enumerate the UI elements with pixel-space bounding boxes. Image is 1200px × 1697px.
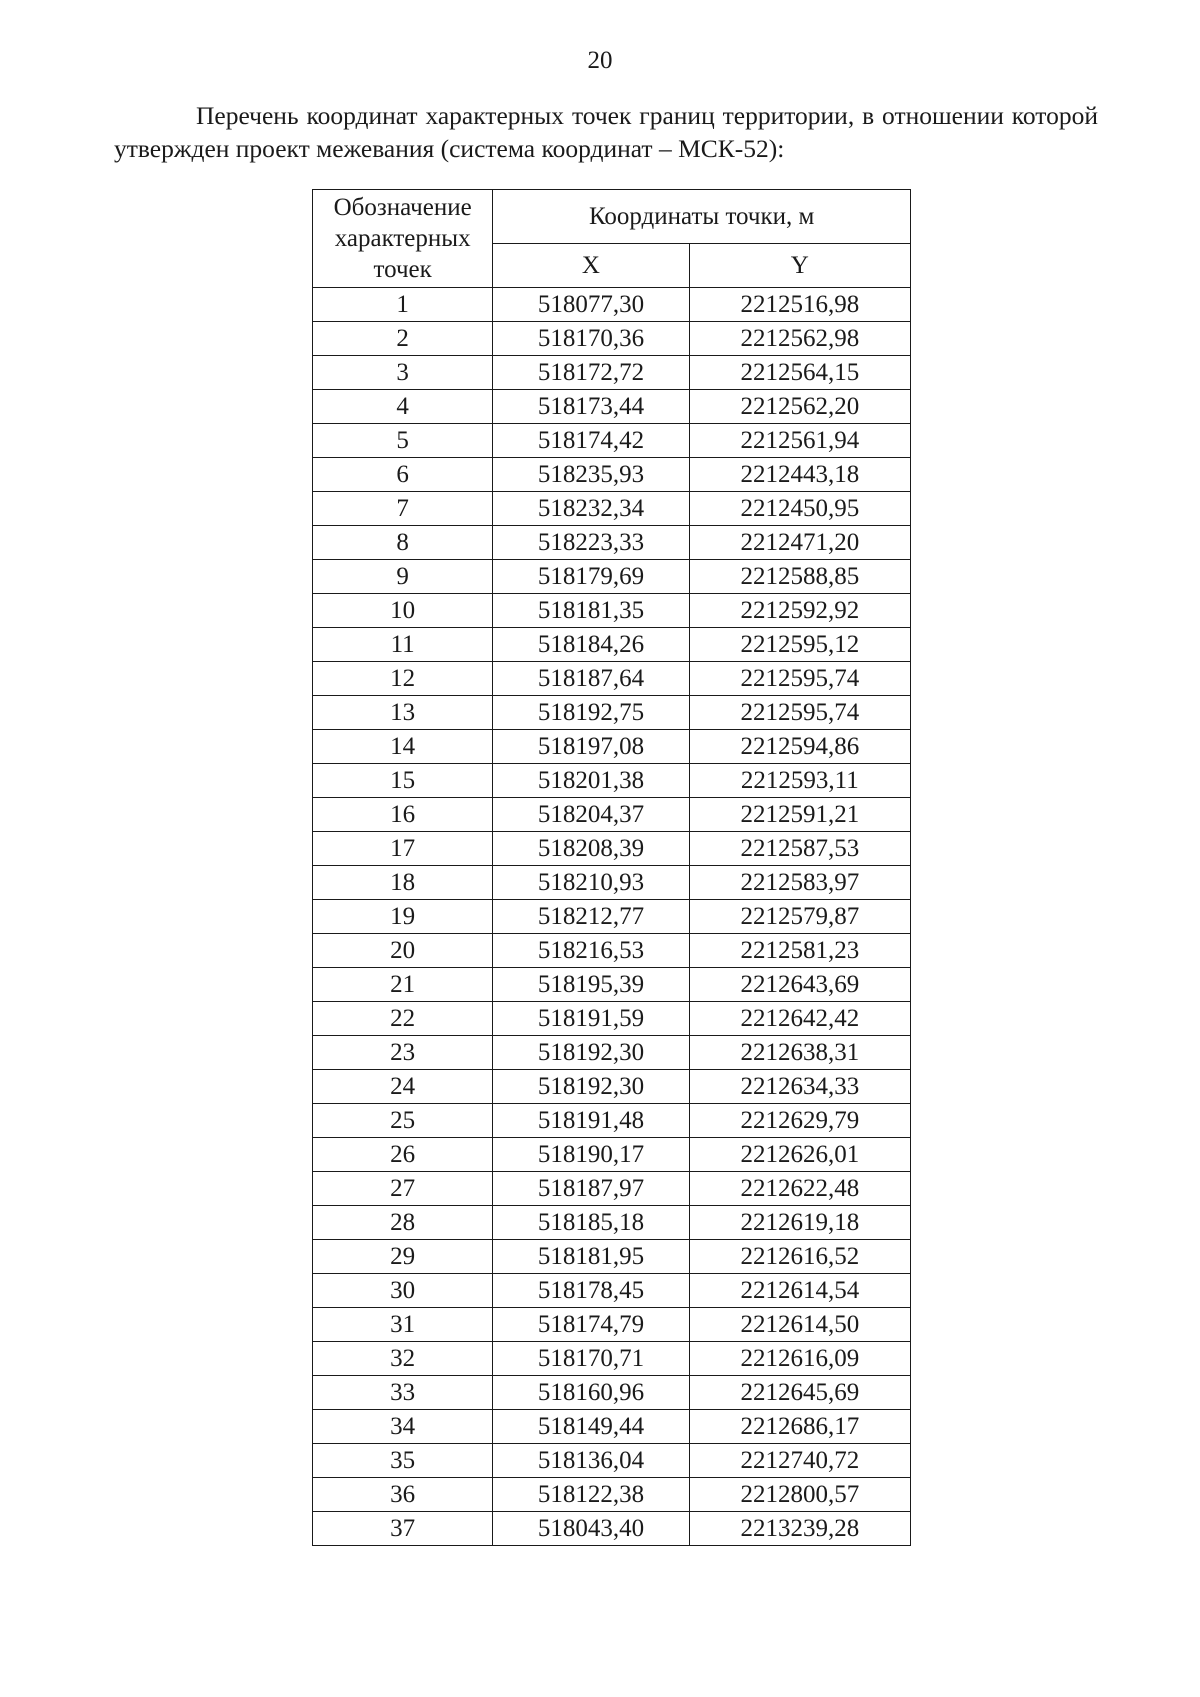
table-row [313, 934, 911, 968]
table-row [313, 424, 911, 458]
table-row [313, 560, 911, 594]
point-number-cell: 31 [313, 1308, 493, 1342]
x-coordinate-cell: 518192,75 [493, 696, 689, 730]
y-coordinate-cell: 2212443,18 [689, 458, 910, 492]
y-coordinate-cell: 2212686,17 [689, 1410, 910, 1444]
table-row [313, 288, 911, 322]
point-number-cell: 1 [313, 288, 493, 322]
x-coordinate-cell: 518170,36 [493, 322, 689, 356]
point-number-cell: 26 [313, 1138, 493, 1172]
table-row [313, 1206, 911, 1240]
point-number-cell: 22 [313, 1002, 493, 1036]
y-coordinate-cell: 2212592,92 [689, 594, 910, 628]
y-coordinate-cell: 2212595,74 [689, 662, 910, 696]
table-row [313, 628, 911, 662]
y-coordinate-cell: 2212595,74 [689, 696, 910, 730]
y-coordinate-cell: 2212591,21 [689, 798, 910, 832]
table-row [313, 1138, 911, 1172]
table-row [313, 900, 911, 934]
x-coordinate-cell: 518212,77 [493, 900, 689, 934]
point-number-cell: 21 [313, 968, 493, 1002]
point-number-cell: 13 [313, 696, 493, 730]
x-coordinate-cell: 518191,59 [493, 1002, 689, 1036]
x-coordinate-cell: 518178,45 [493, 1274, 689, 1308]
coordinates-header: Координаты точки, м [493, 190, 911, 244]
table-row [313, 1274, 911, 1308]
table-row [313, 1172, 911, 1206]
y-coordinate-cell: 2212581,23 [689, 934, 910, 968]
y-coordinate-cell: 2212626,01 [689, 1138, 910, 1172]
point-number-cell: 34 [313, 1410, 493, 1444]
x-coordinate-cell: 518208,39 [493, 832, 689, 866]
y-coordinate-cell: 2212643,69 [689, 968, 910, 1002]
x-coordinate-cell: 518136,04 [493, 1444, 689, 1478]
x-coordinate-cell: 518122,38 [493, 1478, 689, 1512]
intro-paragraph: Перечень координат характерных точек границ территории, в отношении которой утвержден проект межевания (система координат – МСК-52): [114, 101, 1098, 163]
y-coordinate-cell: 2212619,18 [689, 1206, 910, 1240]
y-coordinate-cell: 2212562,98 [689, 322, 910, 356]
table-row [313, 1070, 911, 1104]
x-coordinate-cell: 518184,26 [493, 628, 689, 662]
x-coordinate-cell: 518187,97 [493, 1172, 689, 1206]
x-coordinate-cell: 518190,17 [493, 1138, 689, 1172]
point-header-line: Обозначение [333, 194, 472, 221]
table-row [313, 1342, 911, 1376]
table-row [313, 1104, 911, 1138]
x-coordinate-cell: 518192,30 [493, 1070, 689, 1104]
x-coordinate-cell: 518195,39 [493, 968, 689, 1002]
x-coordinate-cell: 518181,95 [493, 1240, 689, 1274]
x-coordinate-cell: 518174,42 [493, 424, 689, 458]
table-row [313, 1444, 911, 1478]
y-coordinate-cell: 2212450,95 [689, 492, 910, 526]
x-coordinate-cell: 518197,08 [493, 730, 689, 764]
point-number-cell: 5 [313, 424, 493, 458]
point-number-cell: 23 [313, 1036, 493, 1070]
x-coordinate-cell: 518043,40 [493, 1512, 689, 1546]
point-number-cell: 35 [313, 1444, 493, 1478]
point-number-cell: 4 [313, 390, 493, 424]
point-number-cell: 37 [313, 1512, 493, 1546]
y-coordinate-cell: 2212614,54 [689, 1274, 910, 1308]
table-row [313, 832, 911, 866]
point-header-line: точек [373, 256, 432, 283]
point-number-cell: 3 [313, 356, 493, 390]
table-row [313, 1478, 911, 1512]
y-coordinate-cell: 2212587,53 [689, 832, 910, 866]
table-row [313, 594, 911, 628]
y-coordinate-cell: 2212579,87 [689, 900, 910, 934]
table-row [313, 730, 911, 764]
y-coordinate-cell: 2212634,33 [689, 1070, 910, 1104]
table-row [313, 968, 911, 1002]
point-number-cell: 10 [313, 594, 493, 628]
y-coordinate-cell: 2212614,50 [689, 1308, 910, 1342]
y-column-header: Y [689, 244, 910, 288]
table-row [313, 1512, 911, 1546]
x-column-header: X [493, 244, 689, 288]
y-coordinate-cell: 2212638,31 [689, 1036, 910, 1070]
table-row [313, 1036, 911, 1070]
y-coordinate-cell: 2212800,57 [689, 1478, 910, 1512]
point-header-line: характерных [334, 225, 471, 252]
x-coordinate-cell: 518185,18 [493, 1206, 689, 1240]
point-number-cell: 33 [313, 1376, 493, 1410]
point-number-cell: 14 [313, 730, 493, 764]
point-number-cell: 27 [313, 1172, 493, 1206]
x-coordinate-cell: 518170,71 [493, 1342, 689, 1376]
y-coordinate-cell: 2212562,20 [689, 390, 910, 424]
y-coordinate-cell: 2212588,85 [689, 560, 910, 594]
y-coordinate-cell: 2212561,94 [689, 424, 910, 458]
point-number-cell: 12 [313, 662, 493, 696]
x-coordinate-cell: 518232,34 [493, 492, 689, 526]
y-coordinate-cell: 2212471,20 [689, 526, 910, 560]
table-row [313, 322, 911, 356]
table-row [313, 492, 911, 526]
point-number-cell: 9 [313, 560, 493, 594]
y-coordinate-cell: 2212740,72 [689, 1444, 910, 1478]
point-number-cell: 15 [313, 764, 493, 798]
point-number-cell: 29 [313, 1240, 493, 1274]
point-number-cell: 7 [313, 492, 493, 526]
table-row [313, 662, 911, 696]
x-coordinate-cell: 518216,53 [493, 934, 689, 968]
coordinates-table [312, 189, 911, 1546]
table-row [313, 1410, 911, 1444]
point-number-cell: 28 [313, 1206, 493, 1240]
x-coordinate-cell: 518179,69 [493, 560, 689, 594]
y-coordinate-cell: 2212616,09 [689, 1342, 910, 1376]
x-coordinate-cell: 518173,44 [493, 390, 689, 424]
point-number-cell: 19 [313, 900, 493, 934]
x-coordinate-cell: 518174,79 [493, 1308, 689, 1342]
y-coordinate-cell: 2212629,79 [689, 1104, 910, 1138]
x-coordinate-cell: 518181,35 [493, 594, 689, 628]
point-number-cell: 2 [313, 322, 493, 356]
table-row [313, 764, 911, 798]
table-row [313, 1308, 911, 1342]
table-row [313, 356, 911, 390]
table-row [313, 390, 911, 424]
x-coordinate-cell: 518191,48 [493, 1104, 689, 1138]
table-row [313, 1376, 911, 1410]
point-number-cell: 11 [313, 628, 493, 662]
y-coordinate-cell: 2212645,69 [689, 1376, 910, 1410]
x-coordinate-cell: 518235,93 [493, 458, 689, 492]
y-coordinate-cell: 2212564,15 [689, 356, 910, 390]
point-number-cell: 32 [313, 1342, 493, 1376]
point-number-cell: 24 [313, 1070, 493, 1104]
y-coordinate-cell: 2212593,11 [689, 764, 910, 798]
table-row [313, 696, 911, 730]
point-number-cell: 25 [313, 1104, 493, 1138]
x-coordinate-cell: 518160,96 [493, 1376, 689, 1410]
x-coordinate-cell: 518204,37 [493, 798, 689, 832]
point-number-cell: 36 [313, 1478, 493, 1512]
point-number-cell: 18 [313, 866, 493, 900]
point-number-cell: 20 [313, 934, 493, 968]
y-coordinate-cell: 2213239,28 [689, 1512, 910, 1546]
table-row [313, 458, 911, 492]
table-row [313, 866, 911, 900]
page-number: 20 [587, 47, 613, 74]
point-number-cell: 6 [313, 458, 493, 492]
point-number-cell: 8 [313, 526, 493, 560]
x-coordinate-cell: 518192,30 [493, 1036, 689, 1070]
x-coordinate-cell: 518223,33 [493, 526, 689, 560]
point-number-cell: 30 [313, 1274, 493, 1308]
point-designation-header [313, 190, 493, 288]
y-coordinate-cell: 2212616,52 [689, 1240, 910, 1274]
table-body [313, 288, 911, 1546]
table-row [313, 1002, 911, 1036]
y-coordinate-cell: 2212594,86 [689, 730, 910, 764]
point-number-cell: 16 [313, 798, 493, 832]
table-header [313, 190, 911, 288]
table-row [313, 798, 911, 832]
x-coordinate-cell: 518201,38 [493, 764, 689, 798]
y-coordinate-cell: 2212622,48 [689, 1172, 910, 1206]
x-coordinate-cell: 518187,64 [493, 662, 689, 696]
x-coordinate-cell: 518149,44 [493, 1410, 689, 1444]
x-coordinate-cell: 518077,30 [493, 288, 689, 322]
x-coordinate-cell: 518172,72 [493, 356, 689, 390]
y-coordinate-cell: 2212642,42 [689, 1002, 910, 1036]
y-coordinate-cell: 2212583,97 [689, 866, 910, 900]
y-coordinate-cell: 2212595,12 [689, 628, 910, 662]
y-coordinate-cell: 2212516,98 [689, 288, 910, 322]
table-row [313, 1240, 911, 1274]
table-row [313, 526, 911, 560]
x-coordinate-cell: 518210,93 [493, 866, 689, 900]
point-number-cell: 17 [313, 832, 493, 866]
